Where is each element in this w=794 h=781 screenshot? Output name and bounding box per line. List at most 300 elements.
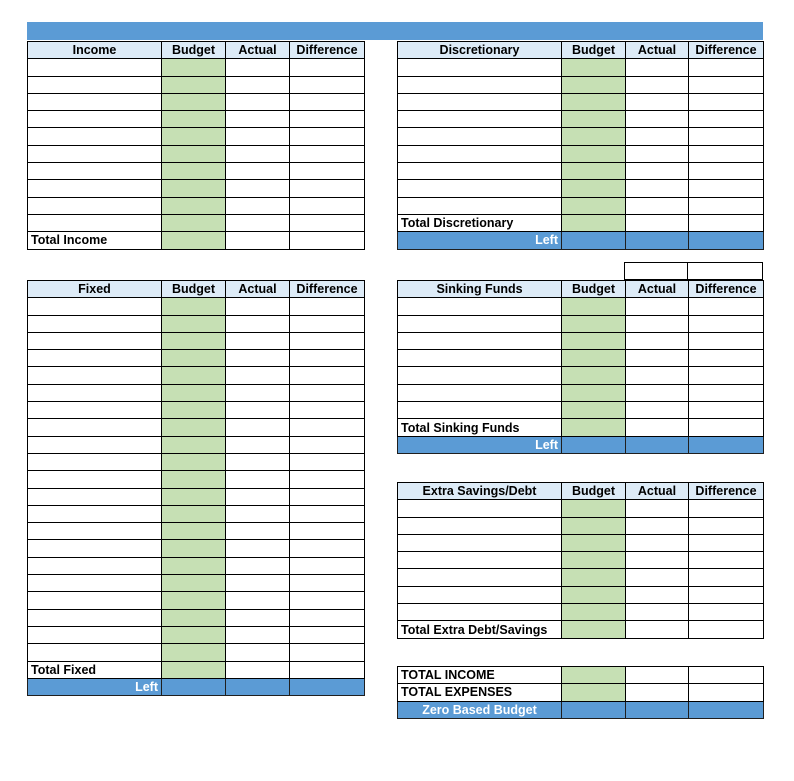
- discretionary-cell[interactable]: [398, 93, 562, 110]
- budget-cell[interactable]: [162, 315, 226, 332]
- actual-cell[interactable]: [226, 523, 290, 540]
- sinking-funds-left-label: Left: [398, 436, 562, 453]
- budget-cell[interactable]: [162, 332, 226, 349]
- fixed-cell[interactable]: [28, 575, 162, 592]
- income-cell[interactable]: [28, 76, 162, 93]
- difference-cell[interactable]: [290, 471, 365, 488]
- difference-cell[interactable]: [689, 367, 764, 384]
- extra-savings-debt-cell[interactable]: [398, 586, 562, 603]
- actual-cell[interactable]: [226, 644, 290, 661]
- actual-header: Actual: [226, 281, 290, 298]
- actual-cell[interactable]: [626, 128, 689, 145]
- difference-cell[interactable]: [290, 523, 365, 540]
- actual-cell[interactable]: [226, 419, 290, 436]
- budget-cell[interactable]: [162, 523, 226, 540]
- income-cell[interactable]: [28, 128, 162, 145]
- difference-cell[interactable]: [290, 350, 365, 367]
- fixed-cell[interactable]: [28, 557, 162, 574]
- actual-cell[interactable]: [626, 197, 689, 214]
- actual-cell[interactable]: [226, 214, 290, 231]
- difference-cell[interactable]: [689, 402, 764, 419]
- budget-cell[interactable]: [162, 145, 226, 162]
- discretionary-left-budget[interactable]: [562, 232, 626, 249]
- budget-cell[interactable]: [562, 59, 626, 76]
- sinking-funds-cell[interactable]: [398, 350, 562, 367]
- difference-cell[interactable]: [689, 163, 764, 180]
- actual-cell[interactable]: [226, 180, 290, 197]
- actual-cell[interactable]: [626, 586, 689, 603]
- fixed-left-budget[interactable]: [162, 678, 226, 695]
- budget-cell[interactable]: [162, 93, 226, 110]
- actual-cell[interactable]: [226, 197, 290, 214]
- actual-cell[interactable]: [226, 402, 290, 419]
- total-fixed-row: [28, 661, 365, 678]
- table-row: [28, 453, 365, 470]
- actual-cell[interactable]: [226, 128, 290, 145]
- table-row: [398, 384, 764, 401]
- fixed-cell[interactable]: [28, 592, 162, 609]
- income-cell[interactable]: [28, 93, 162, 110]
- budget-cell[interactable]: [562, 517, 626, 534]
- budget-cell[interactable]: [162, 59, 226, 76]
- actual-cell[interactable]: [226, 298, 290, 315]
- budget-cell[interactable]: [562, 128, 626, 145]
- actual-cell[interactable]: [226, 609, 290, 626]
- total-sinking-funds-actual[interactable]: [626, 419, 689, 436]
- total-fixed-difference[interactable]: [290, 661, 365, 678]
- budget-cell[interactable]: [562, 569, 626, 586]
- total-expenses-summary-row: [398, 684, 764, 701]
- sinking-funds-header: Sinking Funds: [398, 281, 562, 298]
- difference-cell[interactable]: [290, 609, 365, 626]
- actual-cell[interactable]: [226, 575, 290, 592]
- difference-cell[interactable]: [290, 214, 365, 231]
- difference-cell[interactable]: [689, 384, 764, 401]
- difference-cell[interactable]: [689, 180, 764, 197]
- table-row: [398, 402, 764, 419]
- actual-cell[interactable]: [626, 76, 689, 93]
- actual-cell[interactable]: [226, 626, 290, 643]
- difference-cell[interactable]: [689, 604, 764, 621]
- table-row: [28, 145, 365, 162]
- table-row: [28, 384, 365, 401]
- actual-cell[interactable]: [626, 402, 689, 419]
- fixed-cell[interactable]: [28, 523, 162, 540]
- difference-cell[interactable]: [290, 315, 365, 332]
- budget-cell[interactable]: [162, 163, 226, 180]
- extra-savings-debt-cell[interactable]: [398, 500, 562, 517]
- budget-cell[interactable]: [562, 604, 626, 621]
- sinking-funds-cell[interactable]: [398, 384, 562, 401]
- total-extra-difference[interactable]: [689, 621, 764, 638]
- discretionary-cell[interactable]: [398, 145, 562, 162]
- actual-cell[interactable]: [226, 367, 290, 384]
- budget-cell[interactable]: [562, 163, 626, 180]
- total-fixed-budget[interactable]: [162, 661, 226, 678]
- difference-cell[interactable]: [689, 500, 764, 517]
- total-discretionary-difference[interactable]: [689, 214, 764, 231]
- budget-cell[interactable]: [562, 197, 626, 214]
- actual-cell[interactable]: [226, 76, 290, 93]
- budget-cell[interactable]: [162, 436, 226, 453]
- budget-cell[interactable]: [162, 644, 226, 661]
- table-row: [398, 367, 764, 384]
- discretionary-cell[interactable]: [398, 59, 562, 76]
- total-expenses-summary-difference[interactable]: [689, 684, 764, 701]
- budget-cell[interactable]: [162, 402, 226, 419]
- difference-cell[interactable]: [290, 592, 365, 609]
- actual-cell[interactable]: [226, 332, 290, 349]
- discretionary-left-difference[interactable]: [689, 232, 764, 249]
- budget-cell[interactable]: [162, 419, 226, 436]
- budget-cell[interactable]: [562, 76, 626, 93]
- difference-cell[interactable]: [689, 552, 764, 569]
- difference-cell[interactable]: [290, 332, 365, 349]
- budget-cell[interactable]: [162, 626, 226, 643]
- table-row: [28, 332, 365, 349]
- total-income-summary-difference[interactable]: [689, 667, 764, 684]
- difference-cell[interactable]: [290, 402, 365, 419]
- fixed-cell[interactable]: [28, 402, 162, 419]
- budget-cell[interactable]: [162, 609, 226, 626]
- actual-cell[interactable]: [626, 367, 689, 384]
- difference-cell[interactable]: [290, 505, 365, 522]
- budget-cell[interactable]: [162, 128, 226, 145]
- summary-table: [397, 666, 764, 719]
- income-cell[interactable]: [28, 145, 162, 162]
- zero-based-budget-row: [398, 701, 764, 718]
- difference-cell[interactable]: [689, 517, 764, 534]
- total-discretionary-budget[interactable]: [562, 214, 626, 231]
- table-row: [28, 557, 365, 574]
- difference-cell[interactable]: [290, 76, 365, 93]
- fixed-cell[interactable]: [28, 505, 162, 522]
- table-row: [28, 575, 365, 592]
- sinking-funds-cell[interactable]: [398, 315, 562, 332]
- zero-based-budget-budget[interactable]: [562, 701, 626, 718]
- difference-cell[interactable]: [689, 145, 764, 162]
- total-income-budget[interactable]: [162, 232, 226, 249]
- discretionary-cell[interactable]: [398, 180, 562, 197]
- actual-cell[interactable]: [226, 163, 290, 180]
- total-income-summary-actual[interactable]: [626, 667, 689, 684]
- total-sinking-funds-label: Total Sinking Funds: [398, 419, 562, 436]
- difference-cell[interactable]: [290, 419, 365, 436]
- table-row: [28, 180, 365, 197]
- fixed-cell[interactable]: [28, 315, 162, 332]
- difference-cell[interactable]: [689, 128, 764, 145]
- budget-cell[interactable]: [162, 111, 226, 128]
- discretionary-header: Discretionary: [398, 42, 562, 59]
- actual-cell[interactable]: [626, 517, 689, 534]
- actual-cell[interactable]: [226, 505, 290, 522]
- sinking-funds-left-actual[interactable]: [626, 436, 689, 453]
- fixed-left-row: [28, 678, 365, 695]
- budget-cell[interactable]: [162, 453, 226, 470]
- difference-cell[interactable]: [689, 59, 764, 76]
- difference-cell[interactable]: [689, 111, 764, 128]
- budget-cell[interactable]: [162, 180, 226, 197]
- total-sinking-funds-budget[interactable]: [562, 419, 626, 436]
- extra-savings-debt-cell[interactable]: [398, 552, 562, 569]
- discretionary-cell[interactable]: [398, 111, 562, 128]
- budget-cell[interactable]: [162, 575, 226, 592]
- title-bar: [27, 22, 763, 40]
- difference-cell[interactable]: [689, 76, 764, 93]
- table-row: [398, 128, 764, 145]
- difference-cell[interactable]: [689, 332, 764, 349]
- actual-cell[interactable]: [626, 145, 689, 162]
- sinking-funds-cell[interactable]: [398, 332, 562, 349]
- actual-cell[interactable]: [226, 59, 290, 76]
- fixed-cell[interactable]: [28, 540, 162, 557]
- budget-cell[interactable]: [162, 540, 226, 557]
- income-cell[interactable]: [28, 59, 162, 76]
- difference-cell[interactable]: [290, 180, 365, 197]
- fixed-cell[interactable]: [28, 609, 162, 626]
- budget-cell[interactable]: [562, 384, 626, 401]
- budget-cell[interactable]: [162, 505, 226, 522]
- actual-cell[interactable]: [226, 145, 290, 162]
- difference-header: Difference: [290, 281, 365, 298]
- table-row: [28, 350, 365, 367]
- actual-cell[interactable]: [226, 111, 290, 128]
- fixed-cell[interactable]: [28, 350, 162, 367]
- discretionary-cell[interactable]: [398, 76, 562, 93]
- income-cell[interactable]: [28, 197, 162, 214]
- fixed-cell[interactable]: [28, 384, 162, 401]
- budget-cell[interactable]: [162, 214, 226, 231]
- difference-cell[interactable]: [290, 453, 365, 470]
- fixed-cell[interactable]: [28, 367, 162, 384]
- actual-cell[interactable]: [226, 350, 290, 367]
- sinking-funds-left-difference[interactable]: [689, 436, 764, 453]
- budget-cell[interactable]: [562, 111, 626, 128]
- spare-cell: [687, 262, 763, 280]
- difference-cell[interactable]: [290, 575, 365, 592]
- table-row: [398, 180, 764, 197]
- table-row: [398, 315, 764, 332]
- difference-cell[interactable]: [290, 540, 365, 557]
- total-income-row: [28, 232, 365, 249]
- difference-cell[interactable]: [290, 145, 365, 162]
- total-income-difference[interactable]: [290, 232, 365, 249]
- actual-header: Actual: [226, 42, 290, 59]
- income-cell[interactable]: [28, 111, 162, 128]
- difference-cell[interactable]: [290, 644, 365, 661]
- budget-cell[interactable]: [562, 552, 626, 569]
- actual-cell[interactable]: [626, 384, 689, 401]
- total-extra-actual[interactable]: [626, 621, 689, 638]
- budget-cell[interactable]: [162, 298, 226, 315]
- fixed-cell[interactable]: [28, 453, 162, 470]
- table-row: [398, 350, 764, 367]
- budget-cell[interactable]: [162, 197, 226, 214]
- extra-savings-debt-cell[interactable]: [398, 534, 562, 551]
- difference-cell[interactable]: [689, 569, 764, 586]
- fixed-cell[interactable]: [28, 419, 162, 436]
- budget-cell[interactable]: [562, 315, 626, 332]
- extra-savings-debt-cell[interactable]: [398, 569, 562, 586]
- budget-cell[interactable]: [162, 488, 226, 505]
- budget-cell[interactable]: [562, 367, 626, 384]
- difference-cell[interactable]: [689, 350, 764, 367]
- budget-cell[interactable]: [162, 557, 226, 574]
- table-row: [28, 523, 365, 540]
- budget-cell[interactable]: [562, 298, 626, 315]
- difference-cell[interactable]: [290, 197, 365, 214]
- actual-cell[interactable]: [626, 500, 689, 517]
- actual-cell[interactable]: [226, 453, 290, 470]
- difference-cell[interactable]: [689, 93, 764, 110]
- table-row: [398, 586, 764, 603]
- budget-cell[interactable]: [562, 93, 626, 110]
- actual-cell[interactable]: [226, 471, 290, 488]
- discretionary-cell[interactable]: [398, 128, 562, 145]
- difference-cell[interactable]: [290, 128, 365, 145]
- sinking-funds-cell[interactable]: [398, 298, 562, 315]
- actual-cell[interactable]: [226, 540, 290, 557]
- budget-header: Budget: [562, 42, 626, 59]
- difference-cell[interactable]: [290, 59, 365, 76]
- actual-cell[interactable]: [226, 436, 290, 453]
- extra-savings-debt-header: Extra Savings/Debt: [398, 483, 562, 500]
- budget-cell[interactable]: [562, 332, 626, 349]
- difference-cell[interactable]: [290, 384, 365, 401]
- table-row: [28, 298, 365, 315]
- budget-cell[interactable]: [562, 180, 626, 197]
- difference-cell[interactable]: [290, 367, 365, 384]
- actual-cell[interactable]: [626, 298, 689, 315]
- actual-cell[interactable]: [226, 93, 290, 110]
- actual-cell[interactable]: [626, 59, 689, 76]
- actual-cell[interactable]: [626, 111, 689, 128]
- table-row: [398, 534, 764, 551]
- fixed-left-difference[interactable]: [290, 678, 365, 695]
- difference-cell[interactable]: [290, 436, 365, 453]
- total-extra-budget[interactable]: [562, 621, 626, 638]
- table-row: [28, 59, 365, 76]
- difference-cell[interactable]: [689, 197, 764, 214]
- actual-cell[interactable]: [226, 488, 290, 505]
- total-income-summary-budget[interactable]: [562, 667, 626, 684]
- fixed-cell[interactable]: [28, 644, 162, 661]
- difference-cell[interactable]: [290, 163, 365, 180]
- difference-cell[interactable]: [689, 298, 764, 315]
- discretionary-left-actual[interactable]: [626, 232, 689, 249]
- total-expenses-summary-budget[interactable]: [562, 684, 626, 701]
- total-fixed-actual[interactable]: [226, 661, 290, 678]
- budget-cell[interactable]: [562, 350, 626, 367]
- sinking-funds-cell[interactable]: [398, 402, 562, 419]
- discretionary-cell[interactable]: [398, 163, 562, 180]
- total-income-summary-row: [398, 667, 764, 684]
- difference-cell[interactable]: [689, 534, 764, 551]
- fixed-cell[interactable]: [28, 332, 162, 349]
- table-row: [398, 517, 764, 534]
- sinking-funds-table: [397, 280, 764, 454]
- budget-cell[interactable]: [562, 402, 626, 419]
- actual-cell[interactable]: [226, 384, 290, 401]
- difference-cell[interactable]: [290, 93, 365, 110]
- difference-cell[interactable]: [689, 586, 764, 603]
- sinking-funds-cell[interactable]: [398, 367, 562, 384]
- difference-header: Difference: [689, 42, 764, 59]
- fixed-cell[interactable]: [28, 298, 162, 315]
- actual-cell[interactable]: [626, 350, 689, 367]
- total-extra-debt-savings-row: [398, 621, 764, 638]
- income-cell[interactable]: [28, 214, 162, 231]
- table-row: [28, 436, 365, 453]
- fixed-cell[interactable]: [28, 488, 162, 505]
- difference-cell[interactable]: [290, 557, 365, 574]
- budget-cell[interactable]: [162, 76, 226, 93]
- sinking-funds-left-budget[interactable]: [562, 436, 626, 453]
- total-sinking-funds-difference[interactable]: [689, 419, 764, 436]
- total-expenses-summary-actual[interactable]: [626, 684, 689, 701]
- actual-cell[interactable]: [226, 557, 290, 574]
- actual-cell[interactable]: [626, 604, 689, 621]
- extra-savings-debt-cell[interactable]: [398, 517, 562, 534]
- total-discretionary-actual[interactable]: [626, 214, 689, 231]
- actual-cell[interactable]: [626, 552, 689, 569]
- difference-cell[interactable]: [290, 298, 365, 315]
- actual-cell[interactable]: [626, 180, 689, 197]
- actual-cell[interactable]: [626, 534, 689, 551]
- zero-based-budget-difference[interactable]: [689, 701, 764, 718]
- actual-cell[interactable]: [626, 315, 689, 332]
- budget-cell[interactable]: [162, 384, 226, 401]
- budget-cell[interactable]: [562, 534, 626, 551]
- budget-cell[interactable]: [162, 367, 226, 384]
- table-row: [28, 315, 365, 332]
- income-cell[interactable]: [28, 163, 162, 180]
- difference-cell[interactable]: [290, 488, 365, 505]
- difference-cell[interactable]: [689, 315, 764, 332]
- extra-savings-debt-cell[interactable]: [398, 604, 562, 621]
- zero-based-budget-actual[interactable]: [626, 701, 689, 718]
- budget-cell[interactable]: [162, 471, 226, 488]
- table-row: [398, 145, 764, 162]
- actual-cell[interactable]: [226, 592, 290, 609]
- total-income-label: Total Income: [28, 232, 162, 249]
- income-cell[interactable]: [28, 180, 162, 197]
- difference-cell[interactable]: [290, 626, 365, 643]
- fixed-cell[interactable]: [28, 626, 162, 643]
- difference-cell[interactable]: [290, 111, 365, 128]
- budget-cell[interactable]: [562, 500, 626, 517]
- table-row: [398, 500, 764, 517]
- actual-header: Actual: [626, 42, 689, 59]
- table-row: [398, 569, 764, 586]
- budget-cell[interactable]: [162, 592, 226, 609]
- actual-cell[interactable]: [626, 93, 689, 110]
- table-row: [398, 552, 764, 569]
- actual-cell[interactable]: [226, 315, 290, 332]
- budget-cell[interactable]: [562, 145, 626, 162]
- fixed-cell[interactable]: [28, 471, 162, 488]
- discretionary-cell[interactable]: [398, 197, 562, 214]
- actual-cell[interactable]: [626, 163, 689, 180]
- fixed-left-actual[interactable]: [226, 678, 290, 695]
- actual-cell[interactable]: [626, 332, 689, 349]
- total-income-actual[interactable]: [226, 232, 290, 249]
- fixed-header: Fixed: [28, 281, 162, 298]
- budget-cell[interactable]: [162, 350, 226, 367]
- budget-cell[interactable]: [562, 586, 626, 603]
- actual-cell[interactable]: [626, 569, 689, 586]
- fixed-cell[interactable]: [28, 436, 162, 453]
